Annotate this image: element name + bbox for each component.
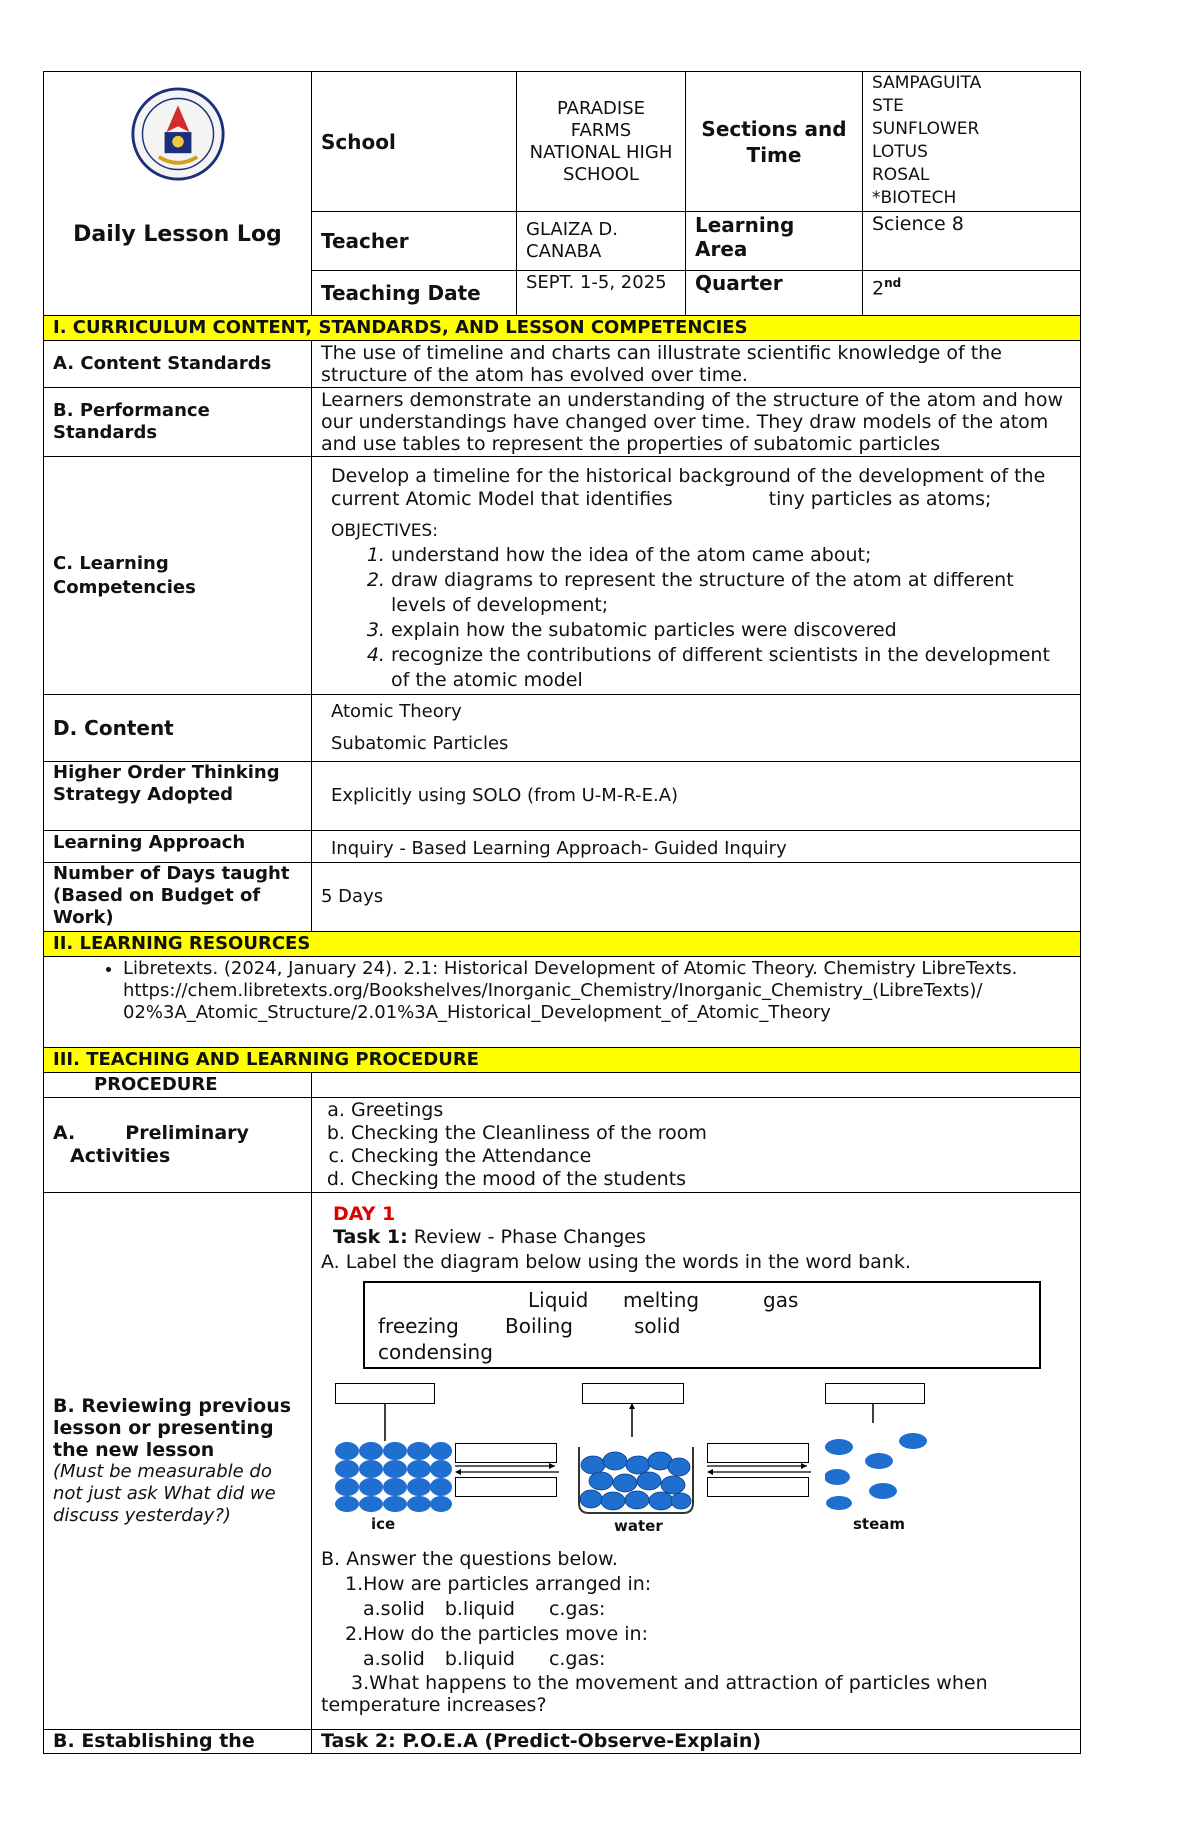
lesson-log-page xyxy=(43,71,1080,1754)
objectives-list xyxy=(321,543,1071,693)
question-2-options: a.solid b.liquid c.gas: xyxy=(363,1648,606,1670)
learning-competencies-value xyxy=(312,457,1081,695)
preliminary-item: a. Greetings xyxy=(351,1099,1071,1122)
reviewing-content xyxy=(312,1193,1081,1730)
caption-ice: ice xyxy=(371,1515,396,1533)
preliminary-item: d. Checking the mood of the students xyxy=(351,1168,1071,1191)
word-bank-box xyxy=(363,1281,1041,1369)
lesson-log-table xyxy=(43,71,1081,1754)
water-beaker xyxy=(575,1403,697,1515)
learning-competencies-label: C. Learning Competencies xyxy=(44,457,312,695)
preliminary-activities xyxy=(312,1098,1081,1193)
question-1-options: a.solid b.liquid c.gas: xyxy=(363,1598,606,1620)
reviewing-label: B. Reviewing previous lesson or presenting the new lesson xyxy=(53,1395,292,1461)
steam-particles xyxy=(825,1403,935,1513)
section-heading-curriculum: I. CURRICULUM CONTENT, STANDARDS, AND LESSON COMPETENCIES xyxy=(44,316,1081,341)
school-value: PARADISE FARMS NATIONAL HIGH SCHOOL xyxy=(517,72,686,212)
procedure-label: PROCEDURE xyxy=(44,1073,312,1098)
competency-text-end: tiny particles as atoms; xyxy=(768,488,992,510)
section-item: SUNFLOWER xyxy=(872,119,980,139)
performance-standards-label: B. Performance Standards xyxy=(44,388,312,457)
deped-seal-icon xyxy=(130,86,226,182)
preliminary-item: c. Checking the Attendance xyxy=(351,1145,1071,1168)
label-box-boiling xyxy=(707,1443,809,1463)
section-heading-procedure: III. TEACHING AND LEARNING PROCEDURE xyxy=(44,1048,1081,1073)
reviewing-note: (Must be measurable do not just ask What did we discuss yesterday?) xyxy=(53,1461,276,1526)
question-1: 1.How are particles arranged in: xyxy=(345,1573,652,1595)
section-item: *BIOTECH xyxy=(872,188,957,208)
phase-change-diagram xyxy=(335,1383,955,1533)
objective-item: 1. understand how the idea of the atom came about; xyxy=(391,543,1071,568)
day-label: DAY 1 xyxy=(333,1203,396,1225)
procedure-blank xyxy=(312,1073,1081,1098)
resource-link-cont[interactable]: 02%3A_Atomic_Structure/2.01%3A_Historical_Development_of_Atomic_Theory xyxy=(123,1002,831,1023)
word-bank-item: condensing xyxy=(378,1340,493,1364)
section-item: ROSAL xyxy=(872,165,930,185)
arrow-pair-icon xyxy=(455,1463,559,1475)
word-bank-item: solid xyxy=(634,1314,681,1338)
ice-particles xyxy=(335,1403,455,1513)
resource-link[interactable]: https://chem.libretexts.org/Bookshelves/Inorganic_Chemistry/Inorganic_Chemistry_(LibreTexts)/ xyxy=(123,980,983,1001)
content-standards-value: The use of timeline and charts can illustrate scientific knowledge of the structure of the atom has evolved over time. xyxy=(312,341,1081,388)
word-bank-item: freezing xyxy=(378,1314,459,1338)
label-box-melting xyxy=(455,1443,557,1463)
content-label: D. Content xyxy=(44,695,312,762)
resource-citation: Libretexts. (2024, January 24). 2.1: Historical Development of Atomic Theory. Chemistry LibreTexts. xyxy=(123,958,1018,979)
competency-text: Develop a timeline for the historical background of the development of the current Atomic Model that identifies xyxy=(331,465,1046,510)
days-taught-label: Number of Days taught (Based on Budget of Work) xyxy=(44,863,312,932)
label-box-freezing xyxy=(455,1477,557,1497)
content-value xyxy=(312,695,1081,762)
performance-standards-value: Learners demonstrate an understanding of the structure of the atom and how our understandings have changed over time. They draw models of the atom and use tables to represent the properties of subatomic particles xyxy=(312,388,1081,457)
word-bank-item: Liquid xyxy=(528,1288,589,1312)
teaching-date-value: SEPT. 1-5, 2025 xyxy=(517,271,686,316)
resources-cell xyxy=(44,957,1081,1048)
content-item: Subatomic Particles xyxy=(331,733,509,754)
label-box-condensing xyxy=(707,1477,809,1497)
label-box-water xyxy=(582,1383,684,1404)
content-standards-label: A. Content Standards xyxy=(44,341,312,388)
task2-title: Task 2: P.O.E.A (Predict-Observe-Explain) xyxy=(312,1730,1081,1754)
word-bank-item: gas xyxy=(763,1288,799,1312)
quarter-suffix: nd xyxy=(884,276,902,290)
days-taught-value: 5 Days xyxy=(312,863,1081,932)
caption-steam: steam xyxy=(853,1515,906,1533)
objective-item: 2. draw diagrams to represent the structure of the atom at different levels of development; xyxy=(391,568,1071,618)
objectives-label: OBJECTIVES: xyxy=(331,521,438,541)
learning-approach-label: Learning Approach xyxy=(44,831,312,863)
objective-item: 4. recognize the contributions of different scientists in the development of the atomic model xyxy=(391,643,1071,693)
question-2: 2.How do the particles move in: xyxy=(345,1623,648,1645)
teacher-value: GLAIZA D. CANABA xyxy=(517,212,686,271)
learning-approach-value: Inquiry - Based Learning Approach- Guided Inquiry xyxy=(312,831,1081,863)
resources-list xyxy=(53,958,1071,1024)
document-title: Daily Lesson Log xyxy=(73,222,282,247)
section-item: LOTUS xyxy=(872,142,928,162)
school-label: School xyxy=(312,72,517,212)
teacher-label: Teacher xyxy=(312,212,517,271)
learning-area-label: Learning Area xyxy=(686,212,863,271)
objective-item: 3. explain how the subatomic particles were discovered xyxy=(391,618,1071,643)
label-box-steam xyxy=(825,1383,925,1404)
hots-label: Higher Order Thinking Strategy Adopted xyxy=(44,762,312,831)
caption-water: water xyxy=(614,1517,663,1535)
preliminary-list xyxy=(321,1099,1071,1191)
arrow-pair-icon xyxy=(707,1463,811,1475)
establishing-label: B. Establishing the xyxy=(44,1730,312,1754)
quarter-cell xyxy=(863,271,1081,316)
question-3: 3.What happens to the movement and attraction of particles when temperature increases? xyxy=(321,1672,988,1716)
sections-value xyxy=(863,72,1081,212)
word-bank-item: melting xyxy=(623,1288,700,1312)
part-a-instruction: A. Label the diagram below using the words in the word bank. xyxy=(321,1251,911,1273)
part-b-instruction: B. Answer the questions below. xyxy=(321,1548,618,1570)
quarter-value: 2 xyxy=(872,277,885,300)
teaching-date-label: Teaching Date xyxy=(312,271,517,316)
reviewing-label-cell xyxy=(44,1193,312,1730)
preliminary-label: A. Preliminary Activities xyxy=(44,1098,312,1193)
section-item: STE xyxy=(872,96,904,116)
content-item: Atomic Theory xyxy=(331,701,462,722)
preliminary-item: b. Checking the Cleanliness of the room xyxy=(351,1122,1071,1145)
section-item: SAMPAGUITA xyxy=(872,73,982,93)
quarter-label: Quarter xyxy=(686,271,863,316)
section-heading-resources: II. LEARNING RESOURCES xyxy=(44,932,1081,957)
resource-item xyxy=(123,958,1071,1024)
word-bank-item: Boiling xyxy=(505,1314,573,1338)
title-cell xyxy=(44,72,312,316)
task1-title: Task 1: Review - Phase Changes xyxy=(333,1226,646,1248)
sections-label: Sections and Time xyxy=(686,72,863,212)
label-box-ice xyxy=(335,1383,435,1404)
learning-area-value: Science 8 xyxy=(863,212,1081,271)
hots-value: Explicitly using SOLO (from U-M-R-E.A) xyxy=(312,762,1081,831)
